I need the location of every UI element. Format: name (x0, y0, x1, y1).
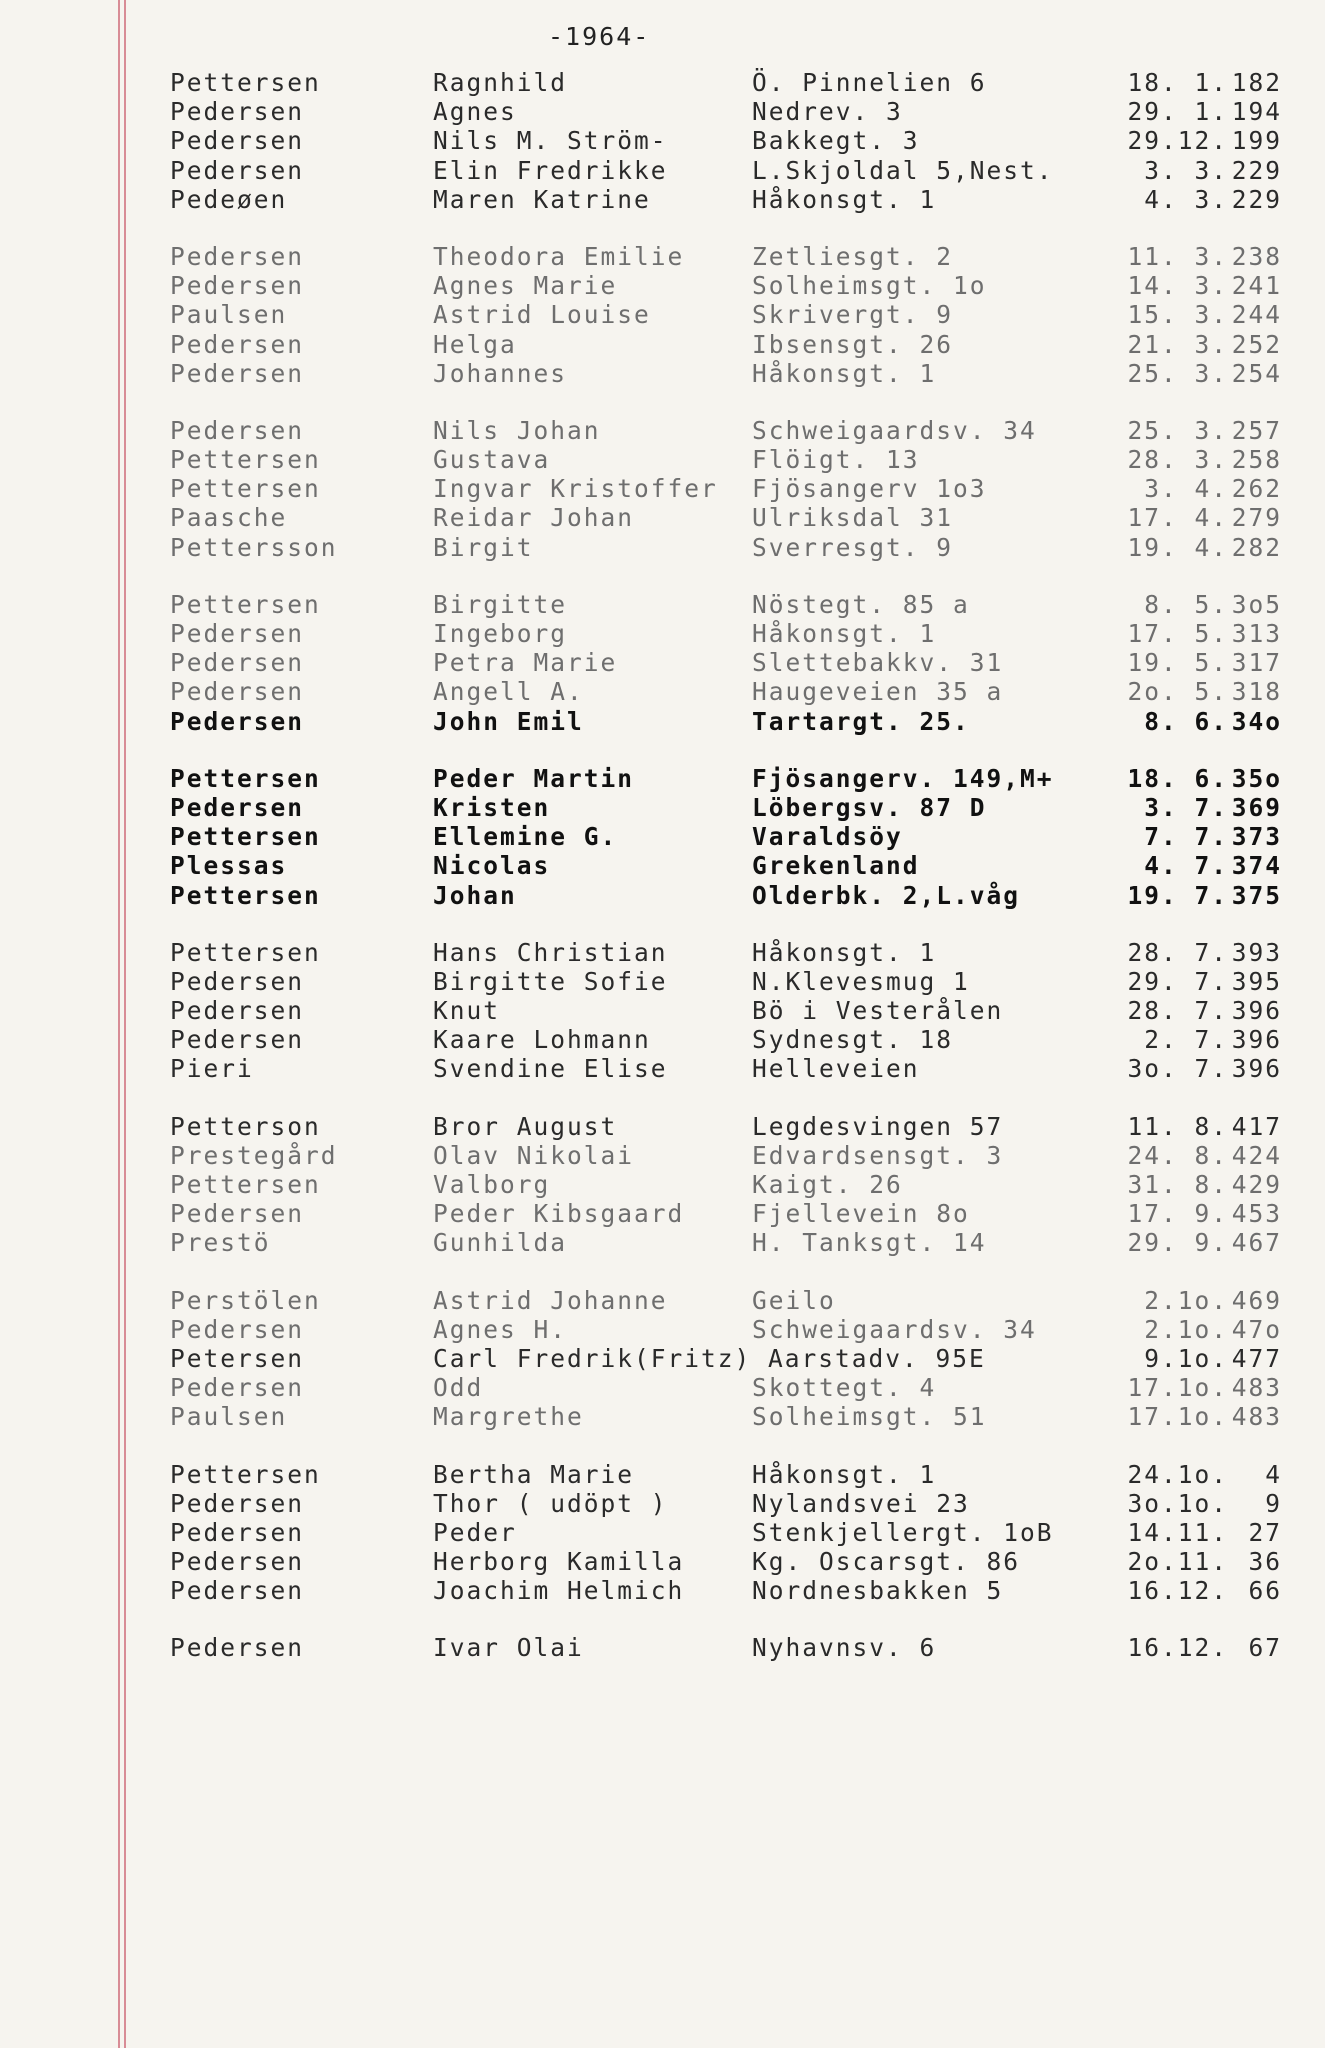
record-surname: Pedersen (170, 126, 305, 156)
record-number: 262 (1231, 474, 1282, 504)
record-row (0, 1315, 1325, 1344)
record-row (0, 1518, 1325, 1547)
record-row (0, 1199, 1325, 1228)
record-number: 67 (1248, 1633, 1282, 1663)
record-row (0, 156, 1325, 185)
record-row (0, 330, 1325, 359)
record-surname: Prestö (170, 1228, 271, 1258)
record-number: 36 (1248, 1547, 1282, 1577)
record-address: Olderbk. 2,L.våg (752, 880, 1021, 910)
record-given-name: Agnes H. (433, 1314, 568, 1344)
record-given-name: Bertha Marie (433, 1459, 635, 1489)
record-date: 2o. 5. (1127, 677, 1228, 707)
record-given-name: Gunhilda (433, 1228, 568, 1258)
record-surname: Pettersen (170, 880, 321, 910)
record-number: 483 (1231, 1373, 1282, 1403)
record-number: 194 (1231, 97, 1282, 127)
record-row (0, 185, 1325, 214)
record-given-name: Maren Katrine (433, 184, 651, 214)
record-given-name: Birgitte (433, 589, 568, 619)
record-group (0, 1460, 1325, 1606)
record-row (0, 1170, 1325, 1199)
record-given-name: Olav Nikolai (433, 1140, 635, 1170)
page-heading: -1964- (548, 22, 651, 51)
record-address: Nylandsvei 23 (752, 1488, 970, 1518)
record-surname: Pedersen (170, 1547, 305, 1577)
records-list (0, 68, 1325, 1691)
record-given-name: Elin Fredrikke (433, 155, 668, 185)
record-row (0, 619, 1325, 648)
record-given-name: Agnes Marie (433, 271, 618, 301)
record-given-name: Ragnhild (433, 68, 568, 97)
record-number: 182 (1231, 68, 1282, 97)
record-number: 279 (1231, 503, 1282, 533)
record-given-name: Johan (433, 880, 517, 910)
record-address: Schweigaardsv. 34 (752, 1314, 1037, 1344)
record-surname: Pedersen (170, 792, 305, 822)
record-address: Geilo (752, 1285, 836, 1315)
record-address: Håkonsgt. 1 (752, 937, 937, 967)
record-given-name: Valborg (433, 1170, 551, 1199)
record-number: 424 (1231, 1140, 1282, 1170)
record-row (0, 300, 1325, 329)
record-date: 17. 4. (1127, 503, 1228, 533)
record-given-name: Bror August (433, 1111, 618, 1141)
record-row (0, 590, 1325, 619)
record-row (0, 938, 1325, 967)
record-date: 28. 7. (1127, 937, 1228, 967)
record-date: 2o.11. (1127, 1547, 1228, 1577)
record-address: Helleveien (752, 1054, 920, 1084)
record-row (0, 648, 1325, 677)
record-date: 3o.1o. (1127, 1488, 1228, 1518)
record-address: Håkonsgt. 1 (752, 619, 937, 648)
record-date: 8. 6. (1144, 706, 1228, 736)
record-row (0, 533, 1325, 562)
record-date: 11. 3. (1127, 241, 1228, 271)
record-number: 35o (1231, 763, 1282, 793)
record-number: 282 (1231, 532, 1282, 562)
record-row (0, 1633, 1325, 1662)
record-surname: Petersen (170, 1343, 305, 1373)
record-number: 483 (1231, 1402, 1282, 1432)
record-number: 375 (1231, 880, 1282, 910)
record-date: 19. 7. (1127, 880, 1228, 910)
record-row (0, 1228, 1325, 1257)
record-row (0, 271, 1325, 300)
record-given-name: Johannes (433, 358, 568, 388)
record-row (0, 1054, 1325, 1083)
record-given-name: Ivar Olai (433, 1633, 584, 1663)
record-surname: Pettersen (170, 1170, 321, 1199)
record-date: 7. 7. (1144, 822, 1228, 852)
record-surname: Pedersen (170, 996, 305, 1026)
record-number: 47o (1231, 1314, 1282, 1344)
record-date: 3. 7. (1144, 792, 1228, 822)
record-surname: Pedersen (170, 329, 305, 359)
record-surname: Pedersen (170, 1314, 305, 1344)
record-date: 3. 3. (1144, 155, 1228, 185)
record-address: Löbergsv. 87 D (752, 792, 987, 822)
record-number: 244 (1231, 300, 1282, 330)
record-number: 9 (1265, 1488, 1282, 1518)
record-address: Fjellevein 8o (752, 1199, 970, 1229)
record-date: 3o. 7. (1127, 1054, 1228, 1084)
record-surname: Plessas (170, 851, 288, 881)
record-date: 29. 7. (1127, 966, 1228, 996)
record-row (0, 1460, 1325, 1489)
record-surname: Paasche (170, 503, 288, 533)
record-number: 66 (1248, 1576, 1282, 1606)
record-address: Nedrev. 3 (752, 97, 903, 127)
record-date: 17. 9. (1127, 1199, 1228, 1229)
record-address: Fjösangerv. 149,M+ (752, 763, 1054, 793)
record-surname: Pedersen (170, 97, 305, 127)
record-number: 369 (1231, 792, 1282, 822)
record-surname: Pettersen (170, 474, 321, 504)
record-number: 229 (1231, 155, 1282, 185)
record-date: 4. 7. (1144, 851, 1228, 881)
record-surname: Pedersen (170, 966, 305, 996)
record-date: 21. 3. (1127, 329, 1228, 359)
record-address: Sydnesgt. 18 (752, 1025, 954, 1055)
record-address: Håkonsgt. 1 (752, 184, 937, 214)
record-row (0, 1286, 1325, 1315)
record-date: 17.1o. (1127, 1402, 1228, 1432)
record-address: Ulriksdal 31 (752, 503, 954, 533)
record-given-name: Thor ( udöpt ) (433, 1488, 668, 1518)
record-date: 19. 4. (1127, 532, 1228, 562)
record-surname: Pettersen (170, 937, 321, 967)
record-surname: Pettersen (170, 589, 321, 619)
record-date: 24. 8. (1127, 1140, 1228, 1170)
record-address: Haugeveien 35 a (752, 677, 1004, 707)
record-surname: Pedersen (170, 619, 305, 648)
record-given-name: Reidar Johan (433, 503, 635, 533)
record-given-name: Kristen (433, 792, 551, 822)
record-number: 393 (1231, 937, 1282, 967)
record-row (0, 881, 1325, 910)
record-address: Solheimsgt. 51 (752, 1402, 987, 1432)
record-number: 469 (1231, 1285, 1282, 1315)
record-surname: Pedersen (170, 1025, 305, 1055)
record-surname: Pedersen (170, 1517, 305, 1547)
record-surname: Pettersen (170, 763, 321, 793)
record-given-name: Hans Christian (433, 937, 668, 967)
record-date: 16.12. (1127, 1576, 1228, 1606)
record-address: Nöstegt. 85 a (752, 589, 970, 619)
record-surname: Pedersen (170, 155, 305, 185)
record-given-name: Birgitte Sofie (433, 966, 668, 996)
record-number: 467 (1231, 1228, 1282, 1258)
record-surname: Pedersen (170, 1633, 305, 1663)
record-address: L.Skjoldal 5,Nest. (752, 155, 1054, 185)
record-group (0, 938, 1325, 1084)
record-address: Håkonsgt. 1 (752, 1459, 937, 1489)
record-surname: Pedersen (170, 1576, 305, 1606)
record-number: 477 (1231, 1343, 1282, 1373)
record-address: Håkonsgt. 1 (752, 358, 937, 388)
record-row (0, 851, 1325, 880)
record-given-name: Gustava (433, 445, 551, 475)
record-address: Fjösangerv 1o3 (752, 474, 987, 504)
record-date: 31. 8. (1127, 1170, 1228, 1199)
record-number: 241 (1231, 271, 1282, 301)
record-given-name: Ellemine G. (433, 822, 618, 852)
record-surname: Pettersen (170, 68, 321, 97)
record-address: Skottegt. 4 (752, 1373, 937, 1403)
record-number: 417 (1231, 1111, 1282, 1141)
record-date: 2. 7. (1144, 1025, 1228, 1055)
record-date: 19. 5. (1127, 648, 1228, 678)
record-surname: Perstölen (170, 1285, 321, 1315)
record-surname: Pettersen (170, 822, 321, 852)
record-address: Skrivergt. 9 (752, 300, 954, 330)
record-date: 29. 1. (1127, 97, 1228, 127)
record-given-name: Astrid Johanne (433, 1285, 668, 1315)
record-row (0, 1489, 1325, 1518)
record-number: 27 (1248, 1517, 1282, 1547)
record-row (0, 996, 1325, 1025)
record-surname: Petterson (170, 1111, 321, 1141)
record-given-name: Nils M. Ström- (433, 126, 668, 156)
record-given-name: Knut (433, 996, 501, 1026)
record-date: 16.12. (1127, 1633, 1228, 1663)
record-date: 11. 8. (1127, 1111, 1228, 1141)
record-address: Ö. Pinnelien 6 (752, 68, 987, 97)
record-date: 29. 9. (1127, 1228, 1228, 1258)
record-group (0, 1112, 1325, 1258)
record-number: 318 (1231, 677, 1282, 707)
record-number: 258 (1231, 445, 1282, 475)
record-date: 24.1o. (1127, 1459, 1228, 1489)
record-surname: Pedersen (170, 648, 305, 678)
record-number: 257 (1231, 415, 1282, 445)
record-address: Nyhavnsv. 6 (752, 1633, 937, 1663)
record-row (0, 677, 1325, 706)
record-given-name: Nils Johan (433, 415, 601, 445)
record-number: 3o5 (1231, 589, 1282, 619)
record-date: 18. 1. (1127, 68, 1228, 97)
record-address: Nordnesbakken 5 (752, 1576, 1004, 1606)
record-row (0, 97, 1325, 126)
record-row (0, 967, 1325, 996)
record-surname: Pedersen (170, 706, 305, 736)
record-address: Kaigt. 26 (752, 1170, 903, 1199)
record-number: 396 (1231, 1054, 1282, 1084)
record-surname: Pettersen (170, 1459, 321, 1489)
record-address: Grekenland (752, 851, 920, 881)
record-address: Schweigaardsv. 34 (752, 415, 1037, 445)
record-address: Ibsensgt. 26 (752, 329, 954, 359)
record-row (0, 68, 1325, 97)
record-surname: Paulsen (170, 1402, 288, 1432)
record-number: 34o (1231, 706, 1282, 736)
record-date: 4. 3. (1144, 184, 1228, 214)
record-group (0, 1633, 1325, 1662)
record-row (0, 416, 1325, 445)
record-date: 28. 7. (1127, 996, 1228, 1026)
record-group (0, 764, 1325, 910)
record-row (0, 793, 1325, 822)
record-row (0, 1373, 1325, 1402)
record-surname: Pedersen (170, 271, 305, 301)
record-number: 396 (1231, 996, 1282, 1026)
record-number: 229 (1231, 184, 1282, 214)
record-given-name: Theodora Emilie (433, 241, 685, 271)
record-given-name: Margrethe (433, 1402, 584, 1432)
record-date: 14. 3. (1127, 271, 1228, 301)
record-given-name: Kaare Lohmann (433, 1025, 651, 1055)
record-given-name: Carl Fredrik(Fritz) Aarstadv. 95E (433, 1343, 986, 1373)
record-row (0, 445, 1325, 474)
record-row (0, 474, 1325, 503)
record-surname: Prestegård (170, 1140, 338, 1170)
record-given-name: Ingeborg (433, 619, 568, 648)
record-row (0, 359, 1325, 388)
record-date: 28. 3. (1127, 445, 1228, 475)
record-surname: Pieri (170, 1054, 254, 1084)
record-address: N.Klevesmug 1 (752, 966, 970, 996)
record-date: 2.1o. (1144, 1285, 1228, 1315)
record-given-name: Astrid Louise (433, 300, 651, 330)
record-row (0, 1547, 1325, 1576)
record-given-name: Svendine Elise (433, 1054, 668, 1084)
record-address: Kg. Oscarsgt. 86 (752, 1547, 1021, 1577)
record-number: 373 (1231, 822, 1282, 852)
record-surname: Pettersson (170, 532, 338, 562)
record-number: 254 (1231, 358, 1282, 388)
record-number: 199 (1231, 126, 1282, 156)
record-surname: Paulsen (170, 300, 288, 330)
record-date: 2.1o. (1144, 1314, 1228, 1344)
record-address: Flöigt. 13 (752, 445, 920, 475)
record-number: 396 (1231, 1025, 1282, 1055)
record-address: Slettebakkv. 31 (752, 648, 1004, 678)
record-row (0, 764, 1325, 793)
record-given-name: Ingvar Kristoffer (433, 474, 718, 504)
record-given-name: Angell A. (433, 677, 584, 707)
record-group (0, 590, 1325, 736)
record-date: 25. 3. (1127, 415, 1228, 445)
record-number: 374 (1231, 851, 1282, 881)
record-address: Solheimsgt. 1o (752, 271, 987, 301)
record-date: 17. 5. (1127, 619, 1228, 648)
record-given-name: Peder Martin (433, 763, 635, 793)
record-surname: Pedersen (170, 241, 305, 271)
record-surname: Pedeøen (170, 184, 288, 214)
record-date: 15. 3. (1127, 300, 1228, 330)
record-address: Bö i Vesterålen (752, 996, 1004, 1026)
record-address: Legdesvingen 57 (752, 1111, 1004, 1141)
record-given-name: Peder Kibsgaard (433, 1199, 685, 1229)
record-number: 453 (1231, 1199, 1282, 1229)
record-given-name: Agnes (433, 97, 517, 127)
record-row (0, 242, 1325, 271)
record-date: 25. 3. (1127, 358, 1228, 388)
record-number: 317 (1231, 648, 1282, 678)
record-row (0, 1112, 1325, 1141)
record-surname: Pedersen (170, 677, 305, 707)
record-given-name: Joachim Helmich (433, 1576, 685, 1606)
record-address: Edvardsensgt. 3 (752, 1140, 1004, 1170)
record-row (0, 1344, 1325, 1373)
record-surname: Pettersen (170, 445, 321, 475)
record-surname: Pedersen (170, 358, 305, 388)
record-given-name: Odd (433, 1373, 484, 1403)
record-row (0, 707, 1325, 736)
record-group (0, 1286, 1325, 1432)
record-number: 395 (1231, 966, 1282, 996)
record-date: 9.1o. (1144, 1343, 1228, 1373)
record-row (0, 822, 1325, 851)
record-address: Tartargt. 25. (752, 706, 970, 736)
record-address: Varaldsöy (752, 822, 903, 852)
record-address: Sverresgt. 9 (752, 532, 954, 562)
record-number: 429 (1231, 1170, 1282, 1199)
record-group (0, 242, 1325, 388)
record-surname: Pedersen (170, 1199, 305, 1229)
record-given-name: Birgit (433, 532, 534, 562)
record-date: 29.12. (1127, 126, 1228, 156)
record-given-name: Petra Marie (433, 648, 618, 678)
record-row (0, 1141, 1325, 1170)
record-address: H. Tanksgt. 14 (752, 1228, 987, 1258)
record-number: 252 (1231, 329, 1282, 359)
record-number: 4 (1265, 1459, 1282, 1489)
record-surname: Pedersen (170, 415, 305, 445)
record-group (0, 68, 1325, 214)
record-surname: Pedersen (170, 1488, 305, 1518)
record-date: 18. 6. (1127, 763, 1228, 793)
record-date: 17.1o. (1127, 1373, 1228, 1403)
record-date: 14.11. (1127, 1517, 1228, 1547)
record-address: Stenkjellergt. 1oB (752, 1517, 1054, 1547)
record-row (0, 126, 1325, 155)
record-number: 238 (1231, 241, 1282, 271)
record-given-name: Peder (433, 1517, 517, 1547)
record-row (0, 1402, 1325, 1431)
record-address: Bakkegt. 3 (752, 126, 920, 156)
record-group (0, 416, 1325, 562)
record-row (0, 1576, 1325, 1605)
record-given-name: Herborg Kamilla (433, 1547, 685, 1577)
record-address: Zetliesgt. 2 (752, 241, 954, 271)
record-row (0, 1025, 1325, 1054)
record-surname: Pedersen (170, 1373, 305, 1403)
record-given-name: Helga (433, 329, 517, 359)
record-given-name: Nicolas (433, 851, 551, 881)
record-number: 313 (1231, 619, 1282, 648)
record-row (0, 503, 1325, 532)
record-date: 3. 4. (1144, 474, 1228, 504)
record-given-name: John Emil (433, 706, 584, 736)
record-date: 8. 5. (1144, 589, 1228, 619)
